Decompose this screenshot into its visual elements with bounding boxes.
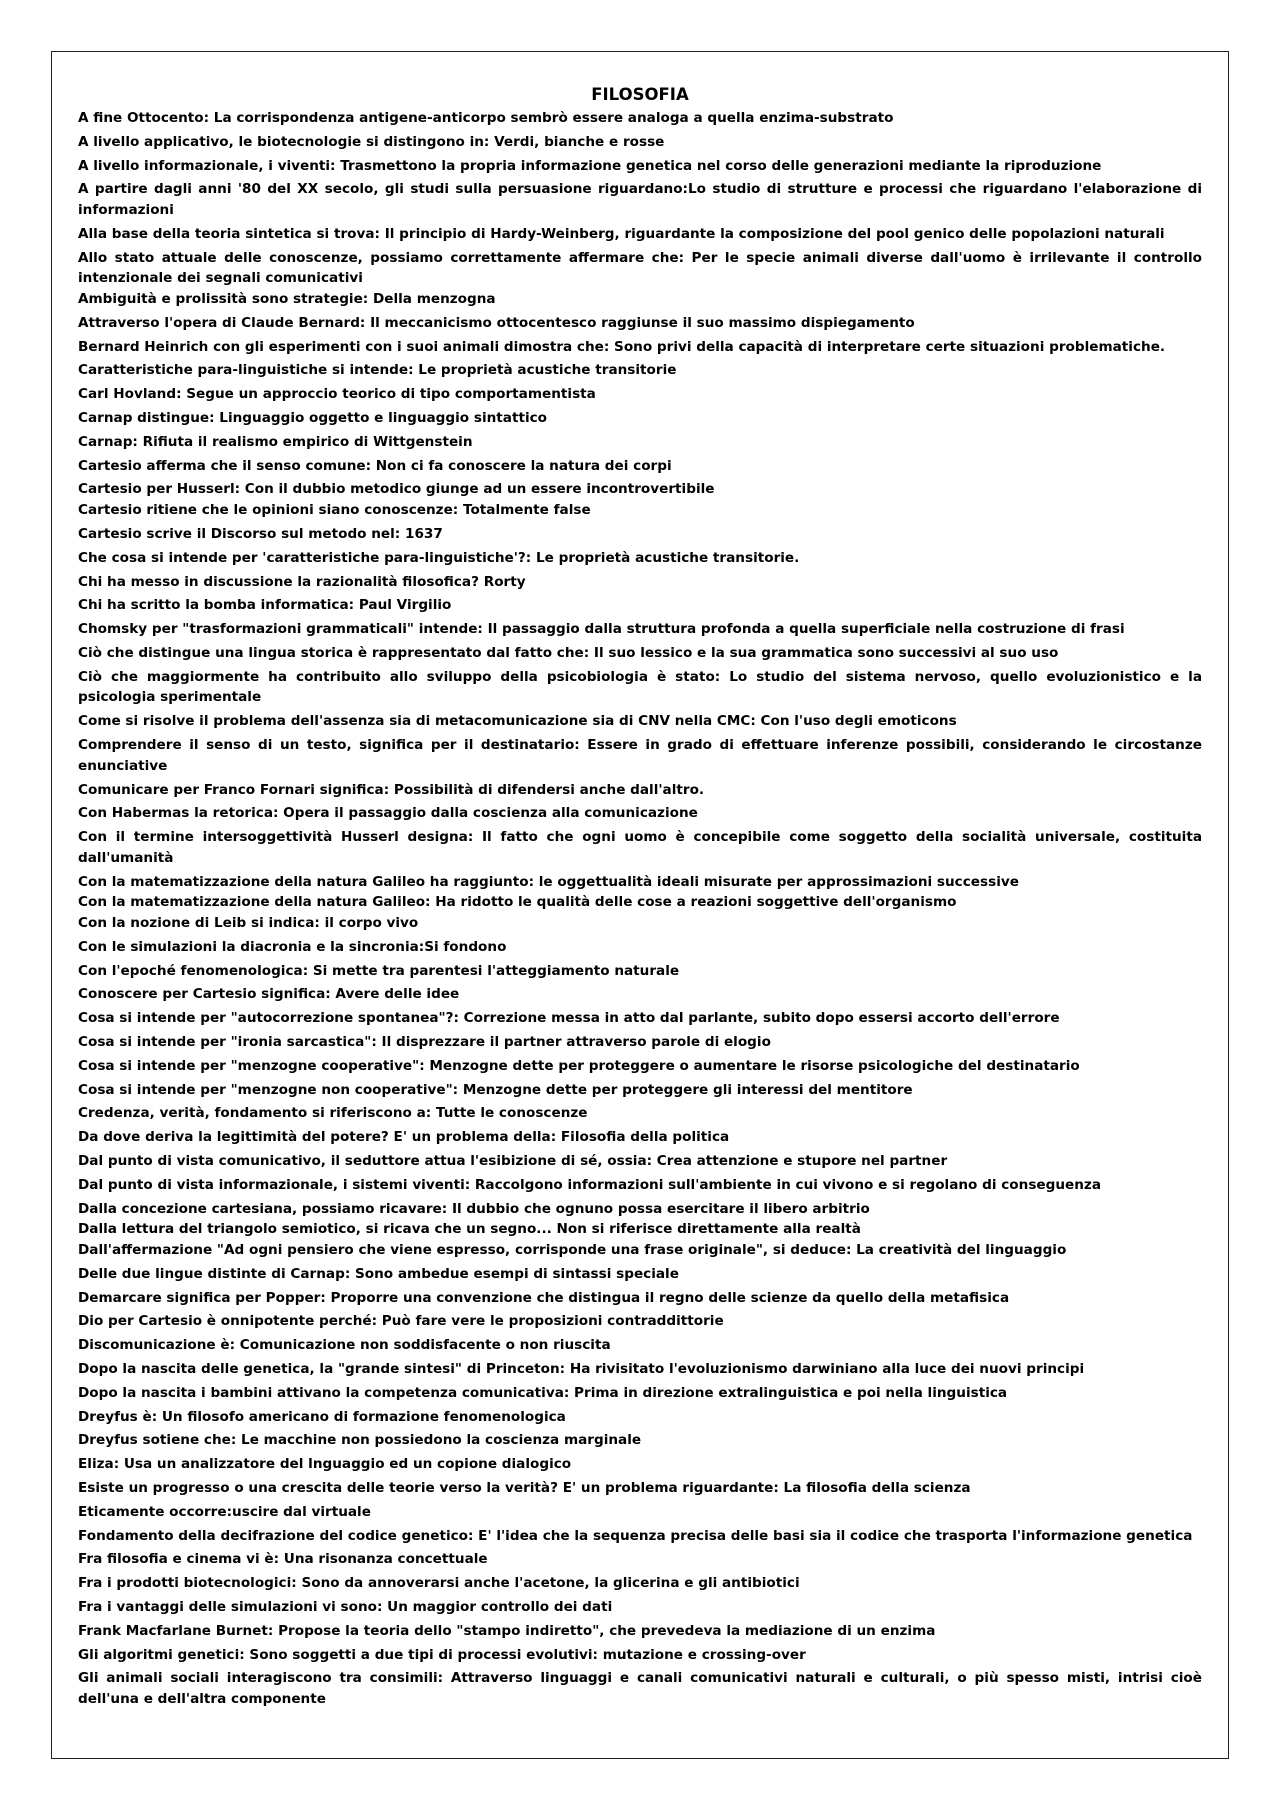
list-item: A livello informazionale, i viventi: Trasmettono la propria informazione genetica nel corso delle generazioni mediante la riproduzione — [78, 157, 1102, 174]
list-item: Caratteristiche para-linguistiche si intende: Le proprietà acustiche transitorie — [78, 362, 677, 379]
list-item: Dio per Cartesio è onnipotente perché: Può fare vere le proposizioni contraddittorie — [78, 1313, 724, 1330]
list-item: Dal punto di vista comunicativo, il seduttore attua l'esibizione di sé, ossia: Crea attenzione e stupore nel partner — [78, 1153, 948, 1170]
list-item: Discomunicazione è: Comunicazione non soddisfacente o non riuscita — [78, 1337, 611, 1354]
list-item: Delle due lingue distinte di Carnap: Sono ambedue esempi di sintassi speciale — [78, 1265, 679, 1282]
list-item: Fra i vantaggi delle simulazioni vi sono: Un maggior controllo dei dati — [78, 1598, 613, 1615]
list-item: Cosa si intende per "ironia sarcastica": Il disprezzare il partner attraverso parole di elogio — [78, 1034, 771, 1051]
list-item: Dall'affermazione "Ad ogni pensiero che viene espresso, corrisponde una frase originale", si deduce: La creatività del linguaggio — [78, 1242, 1067, 1259]
list-item: Ambiguità e prolissità sono strategie: Della menzogna — [78, 291, 496, 308]
list-item: Conoscere per Cartesio significa: Avere delle idee — [78, 986, 460, 1003]
list-item: Cartesio ritiene che le opinioni siano conoscenze: Totalmente false — [78, 502, 591, 519]
list-item: Chi ha scritto la bomba informatica: Paul Virgilio — [78, 597, 452, 614]
list-item: Alla base della teoria sintetica si trova: Il principio di Hardy-Weinberg, riguardante la composizione del pool genico delle popolazioni naturali — [78, 225, 1165, 242]
list-item: Dreyfus sotiene che: Le macchine non possiedono la coscienza marginale — [78, 1432, 642, 1449]
list-item: Dal punto di vista informazionale, i sistemi viventi: Raccolgono informazioni sull'ambiente in cui vivono e si regolano di conseguenza — [78, 1176, 1102, 1193]
list-item: Fra filosofia e cinema vi è: Una risonanza concettuale — [78, 1551, 488, 1568]
list-item: Cosa si intende per "menzogne non cooperative": Menzogne dette per proteggere gli interessi del mentitore — [78, 1081, 913, 1098]
list-item: Eticamente occorre:uscire dal virtuale — [78, 1503, 371, 1520]
list-item: Eliza: Usa un analizzatore del lnguaggio ed un copione dialogico — [78, 1456, 572, 1473]
list-item: Dalla concezione cartesiana, possiamo ricavare: Il dubbio che ognuno possa esercitare il libero arbitrio — [78, 1200, 870, 1217]
document-title: FILOSOFIA — [591, 85, 689, 104]
list-item: Frank Macfarlane Burnet: Propose la teoria dello "stampo indiretto", che prevedeva la mediazione di un enzima — [78, 1622, 936, 1639]
list-item: Chi ha messo in discussione la razionalità filosofica? Rorty — [78, 573, 526, 590]
list-item: Esiste un progresso o una crescita delle teorie verso la verità? E' un problema riguardante: La filosofia della scienza — [78, 1479, 971, 1496]
list-item: Cosa si intende per "autocorrezione spontanea"?: Correzione messa in atto dal parlante, subito dopo essersi accorto dell'errore — [78, 1010, 1060, 1027]
list-item: A partire dagli anni '80 del XX secolo, gli studi sulla persuasione riguardano:Lo studio di strutture e processi che riguardano l'elaborazione di informazioni — [78, 181, 1202, 219]
list-item: A livello applicativo, le biotecnologie si distingono in: Verdi, bianche e rosse — [78, 133, 665, 150]
list-item: A fine Ottocento: La corrispondenza antigene-anticorpo sembrò essere analoga a quella enzima-substrato — [78, 110, 894, 126]
list-item: Dreyfus è: Un filosofo americano di formazione fenomenologica — [78, 1408, 566, 1425]
list-item: Cartesio per Husserl: Con il dubbio metodico giunge ad un essere incontrovertibile — [78, 481, 715, 498]
list-item: Cartesio scrive il Discorso sul metodo nel: 1637 — [78, 525, 443, 542]
list-item: Gli algoritmi genetici: Sono soggetti a due tipi di processi evolutivi: mutazione e crossing-over — [78, 1646, 806, 1663]
list-item: Comprendere il senso di un testo, significa per il destinatario: Essere in grado di effettuare inferenze possibili, considerando le circostanze enunciative — [78, 737, 1202, 774]
page-border — [51, 51, 1229, 1759]
document-content — [78, 84, 1202, 1713]
list-item: Cosa si intende per "menzogne cooperative": Menzogne dette per proteggere o aumentare le risorse psicologiche del destinatario — [78, 1057, 1080, 1074]
list-item: Con la matematizzazione della natura Galileo: Ha ridotto le qualità delle cose a reazioni soggettive dell'organismo — [78, 894, 957, 911]
list-item: Credenza, verità, fondamento si riferiscono a: Tutte le conoscenze — [78, 1105, 588, 1122]
list-item: Ciò che distingue una lingua storica è rappresentato dal fatto che: Il suo lessico e la sua grammatica sono successivi al suo uso — [78, 644, 1059, 661]
list-item: Carl Hovland: Segue un approccio teorico di tipo comportamentista — [78, 386, 596, 403]
list-item: Dalla lettura del triangolo semiotico, si ricava che un segno... Non si riferisce direttamente alla realtà — [78, 1221, 861, 1238]
list-item: Fra i prodotti biotecnologici: Sono da annoverarsi anche l'acetone, la glicerina e gli antibiotici — [78, 1575, 800, 1592]
list-item: Chomsky per "trasformazioni grammaticali" intende: Il passaggio dalla struttura profonda a quella superficiale nella costruzione di frasi — [78, 621, 1125, 638]
list-item: Carnap: Rifiuta il realismo empirico di Wittgenstein — [78, 433, 473, 450]
list-item: Che cosa si intende per 'caratteristiche para-linguistiche'?: Le proprietà acustiche transitorie. — [78, 549, 800, 566]
list-item: Bernard Heinrich con gli esperimenti con i suoi animali dimostra che: Sono privi della capacità di interpretare certe situazioni problematiche. — [78, 338, 1166, 355]
list-item: Comunicare per Franco Fornari significa: Possibilità di difendersi anche dall'altro. — [78, 781, 705, 798]
list-item: Con la nozione di Leib si indica: il corpo vivo — [78, 915, 419, 932]
list-item: Gli animali sociali interagiscono tra consimili: Attraverso linguaggi e canali comunicativi naturali e culturali, o più spesso misti, intrisi cioè dell'una e dell'altra componente — [78, 1670, 1202, 1708]
list-item: Carnap distingue: Linguaggio oggetto e linguaggio sintattico — [78, 410, 548, 427]
list-item: Come si risolve il problema dell'assenza sia di metacomunicazione sia di CNV nella CMC: Con l'uso degli emoticons — [78, 713, 957, 730]
list-item: Cartesio afferma che il senso comune: Non ci fa conoscere la natura dei corpi — [78, 457, 672, 474]
list-item: Con le simulazioni la diacronia e la sincronia:Si fondono — [78, 938, 507, 955]
entries-list — [78, 108, 1202, 1710]
list-item: Allo stato attuale delle conoscenze, possiamo correttamente affermare che: Per le specie animali diverse dall'uomo è irrilevante il controllo intenzionale dei segnali comunicativi — [78, 249, 1202, 287]
list-item: Fondamento della decifrazione del codice genetico: E' l'idea che la sequenza precisa delle basi sia il codice che trasporta l'informazione genetica — [78, 1527, 1193, 1544]
list-item: Dopo la nascita delle genetica, la "grande sintesi" di Princeton: Ha rivisitato l'evoluzionismo darwiniano alla luce dei nuovi principi — [78, 1361, 1085, 1377]
list-item: Demarcare significa per Popper: Proporre una convenzione che distingua il regno delle scienze da quello della metafisica — [78, 1289, 1010, 1306]
list-item: Con la matematizzazione della natura Galileo ha raggiunto: le oggettualità ideali misurate per approssimazioni successive — [78, 873, 1019, 890]
list-item: Con Habermas la retorica: Opera il passaggio dalla coscienza alla comunicazione — [78, 805, 698, 822]
list-item: Con il termine intersoggettività Husserl designa: Il fatto che ogni uomo è concepibile come soggetto della socialità universale, costituita dall'umanità — [78, 829, 1202, 866]
list-item: Con l'epoché fenomenologica: Si mette tra parentesi l'atteggiamento naturale — [78, 962, 680, 979]
list-item: Dopo la nascita i bambini attivano la competenza comunicativa: Prima in direzione extralinguistica e poi nella linguistica — [78, 1384, 1008, 1401]
list-item: Da dove deriva la legittimità del potere? E' un problema della: Filosofia della politica — [78, 1129, 730, 1146]
list-item: Ciò che maggiormente ha contribuito allo sviluppo della psicobiologia è stato: Lo studio del sistema nervoso, quello evoluzionistico e la psicologia sperimentale — [78, 668, 1202, 706]
list-item: Attraverso l'opera di Claude Bernard: Il meccanicismo ottocentesco raggiunse il suo massimo dispiegamento — [78, 314, 915, 331]
